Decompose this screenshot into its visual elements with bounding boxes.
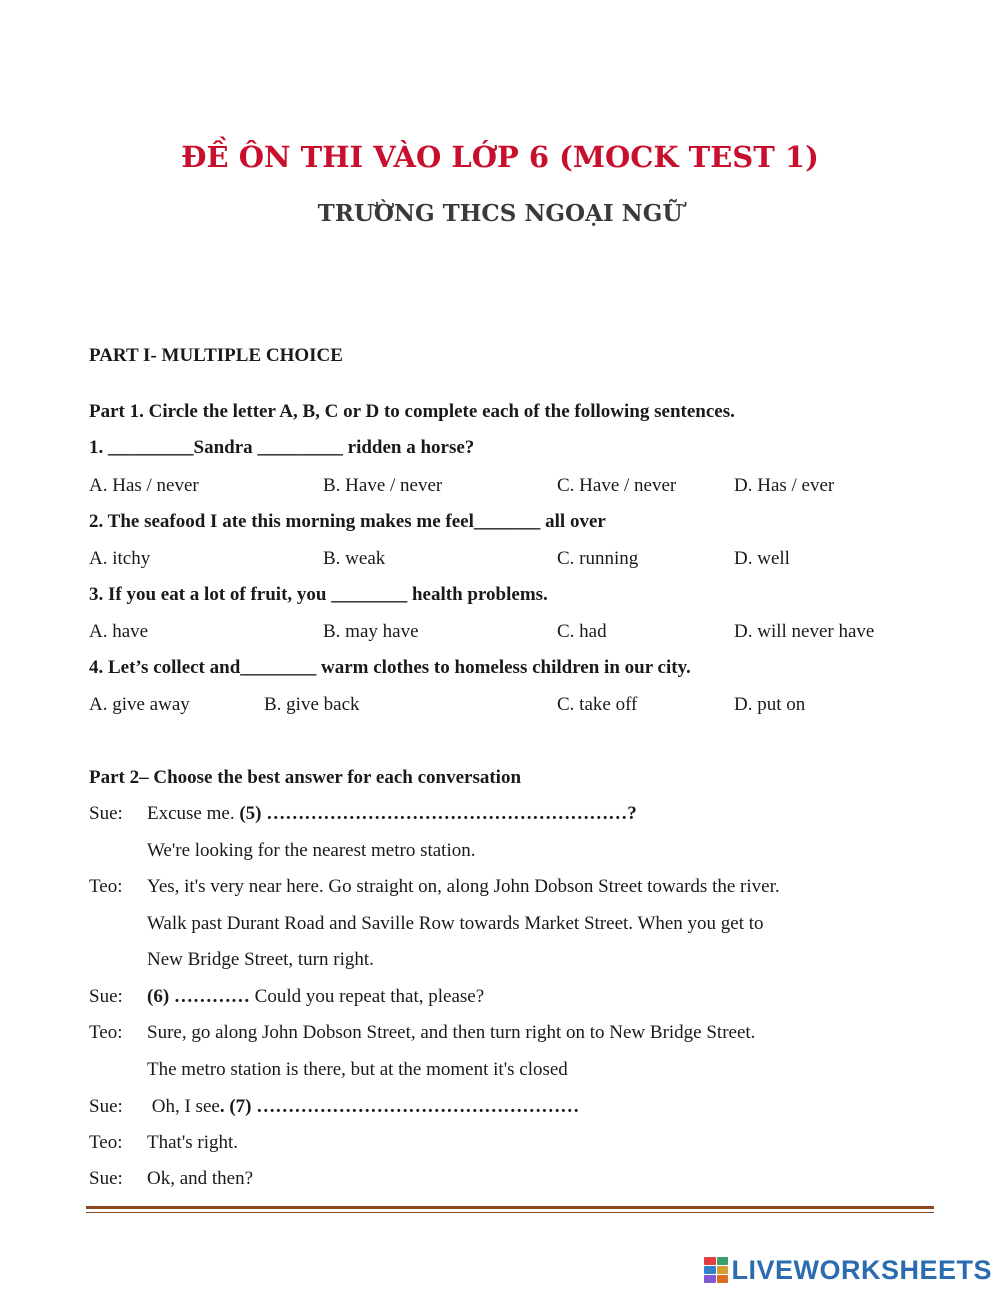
logo-block: [704, 1266, 716, 1274]
dialogue-line: That's right.: [147, 1132, 239, 1153]
speaker-label: Teo:: [89, 1022, 123, 1043]
part1-instruction: Part 1. Circle the letter A, B, C or D to complete each of the following sentences.: [89, 401, 735, 422]
dialogue-line: Excuse me. (5) …………………………………………………?: [147, 803, 637, 824]
q2-option-c[interactable]: C. running: [557, 548, 639, 569]
dialogue-line: Sure, go along John Dobson Street, and then turn right on to New Bridge Street.: [147, 1022, 756, 1043]
q4-option-c[interactable]: C. take off: [557, 694, 638, 715]
speaker-label: Sue:: [89, 803, 123, 824]
liveworksheets-logo[interactable]: [704, 1254, 992, 1286]
q3-option-b[interactable]: B. may have: [323, 621, 419, 642]
question-1: 1. _________Sandra _________ ridden a horse?: [89, 437, 475, 458]
dialogue-line: (6) ………… Could you repeat that, please?: [147, 986, 485, 1007]
footer-divider: [86, 1206, 934, 1209]
q1-option-d[interactable]: D. Has / ever: [734, 475, 835, 496]
dialogue-line: Ok, and then?: [147, 1168, 254, 1189]
part2-instruction: Part 2– Choose the best answer for each conversation: [89, 767, 522, 788]
logo-text: LIVEWORKSHEETS: [731, 1254, 992, 1285]
q4-option-a[interactable]: A. give away: [89, 694, 190, 715]
logo-blocks-icon: [704, 1257, 728, 1283]
speaker-label: Teo:: [89, 1132, 123, 1153]
speaker-label: Sue:: [89, 1096, 123, 1117]
blank-6[interactable]: (6) …………: [147, 986, 250, 1007]
q1-option-b[interactable]: B. Have / never: [323, 475, 443, 496]
question-3: 3. If you eat a lot of fruit, you ________ health problems.: [89, 584, 548, 605]
q2-option-a[interactable]: A. itchy: [89, 548, 151, 569]
q2-option-b[interactable]: B. weak: [323, 548, 386, 569]
question-4: 4. Let’s collect and________ warm clothes to homeless children in our city.: [89, 657, 691, 678]
question-2: 2. The seafood I ate this morning makes me feel_______ all over: [89, 511, 606, 532]
blank-7[interactable]: . (7) ……………………………………………: [219, 1096, 580, 1117]
dialogue-line: The metro station is there, but at the moment it's closed: [147, 1059, 568, 1080]
footer-divider-thin: [86, 1212, 934, 1213]
part-heading: PART I- MULTIPLE CHOICE: [89, 345, 343, 366]
logo-block: [717, 1266, 729, 1274]
q2-option-d[interactable]: D. well: [734, 548, 790, 569]
school-name: TRƯỜNG THCS NGOẠI NGỮ: [317, 200, 683, 227]
worksheet-title: ĐỀ ÔN THI VÀO LỚP 6 (MOCK TEST 1): [181, 140, 819, 174]
logo-block: [704, 1257, 716, 1265]
q1-option-c[interactable]: C. Have / never: [557, 475, 677, 496]
logo-block: [717, 1257, 729, 1265]
dialogue-line: New Bridge Street, turn right.: [147, 949, 374, 970]
q3-option-a[interactable]: A. have: [89, 621, 149, 642]
blank-5[interactable]: (5) …………………………………………………?: [239, 803, 637, 824]
dialogue-line: Oh, I see. (7) ……………………………………………: [147, 1096, 580, 1117]
logo-block: [704, 1275, 716, 1283]
dialogue-line: Walk past Durant Road and Saville Row towards Market Street. When you get to: [147, 913, 764, 934]
speaker-label: Sue:: [89, 1168, 123, 1189]
dialogue-line: We're looking for the nearest metro station.: [147, 840, 476, 861]
q3-option-c[interactable]: C. had: [557, 621, 607, 642]
q4-option-b[interactable]: B. give back: [264, 694, 360, 715]
logo-block: [717, 1275, 729, 1283]
speaker-label: Teo:: [89, 876, 123, 897]
q1-option-a[interactable]: A. Has / never: [89, 475, 199, 496]
q4-option-d[interactable]: D. put on: [734, 694, 806, 715]
q3-option-d[interactable]: D. will never have: [734, 621, 875, 642]
speaker-label: Sue:: [89, 986, 123, 1007]
dialogue-line: Yes, it's very near here. Go straight on, along John Dobson Street towards the river.: [147, 876, 780, 897]
